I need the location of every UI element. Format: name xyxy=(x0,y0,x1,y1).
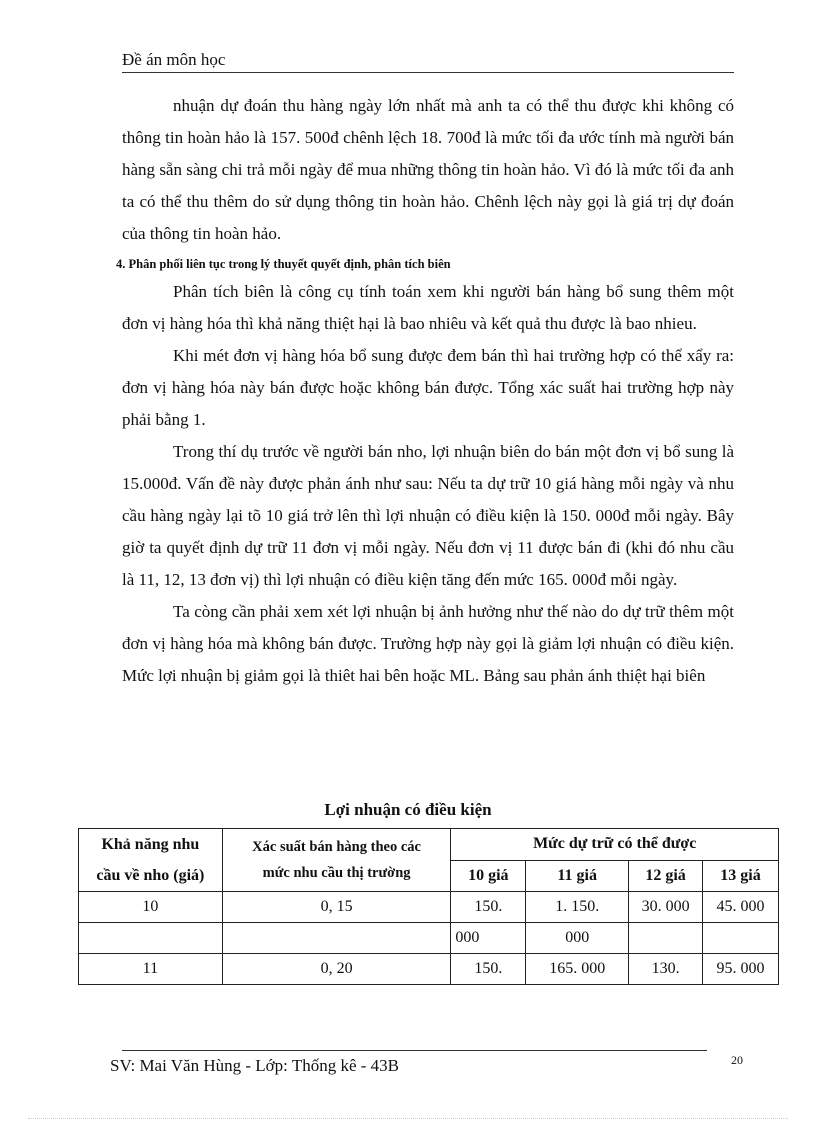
table-cell xyxy=(703,923,779,954)
page-number: 20 xyxy=(731,1053,743,1067)
table-cell: 10 xyxy=(79,892,223,923)
footer-rule xyxy=(122,1050,707,1051)
table-cell: 000 xyxy=(526,923,629,954)
paragraph: Trong thí dụ trước về người bán nho, lợi nhuận biên do bán một đơn vị bổ sung là 15.000đ. Vấn đề này được phản ánh như sau: Nếu ta dự trữ 10 giá hàng mỗi ngày và nhu cầu hàng ngày lại tõ 10 giá trở lên thì lợi nhuận có điều kiện là 150. 000đ mỗi ngày. Bây giờ ta quyết định dự trữ 11 đơn vị mỗi ngày. Nếu đơn vị 11 được bán đi (khi đó nhu cầu là 11, 12, 13 đơn vị) thì lợi nhuận có điều kiện tăng đến mức 165. 000đ mỗi ngày. xyxy=(122,442,734,589)
section-heading: 4. Phân phối liên tục trong lý thuyết quyết định, phân tích biên xyxy=(116,257,451,271)
table-cell: 45. 000 xyxy=(703,892,779,923)
table-cell xyxy=(222,923,451,954)
paragraph: Khi mét đơn vị hàng hóa bổ sung được đem bán thì hai trường hợp có thể xẩy ra: đơn vị hàng hóa này bán được hoặc không bán được. Tổng xác suất hai trường hợp này phải bằng 1. xyxy=(122,346,734,429)
table-cell: 95. 000 xyxy=(703,954,779,985)
table-cell xyxy=(79,923,223,954)
stock-12-header: 12 giá xyxy=(629,860,703,892)
conditional-profit-table xyxy=(78,828,779,985)
table-row xyxy=(79,923,779,954)
table-cell: 1. 150. xyxy=(526,892,629,923)
page-footer: SV: Mai Văn Hùng - Lớp: Thống kê - 43B xyxy=(110,1056,399,1075)
table-cell: 11 xyxy=(79,954,223,985)
document-body xyxy=(116,90,734,692)
stock-11-header: 11 giá xyxy=(526,860,629,892)
page-header: Đề án môn học xyxy=(122,50,226,69)
header-rule xyxy=(122,72,734,73)
table-cell: 000 xyxy=(451,923,526,954)
table-cell: 30. 000 xyxy=(629,892,703,923)
table-cell: 0, 15 xyxy=(222,892,451,923)
table-row xyxy=(79,954,779,985)
table-cell: 150. xyxy=(451,954,526,985)
stock-10-header: 10 giá xyxy=(451,860,526,892)
page-edge-divider xyxy=(28,1118,788,1119)
stock-13-header: 13 giá xyxy=(703,860,779,892)
table-row xyxy=(79,892,779,923)
table-cell: 0, 20 xyxy=(222,954,451,985)
paragraph: nhuận dự đoán thu hàng ngày lớn nhất mà anh ta có thể thu được khi không có thông tin hoàn hảo là 157. 500đ chênh lệch 18. 700đ là mức tối đa ước tính mà người bán hàng sẵn sàng chi trả mỗi ngày để mua những thông tin hoàn hảo. Vì đó là mức tối đa anh ta có thể thu thêm do sử dụng thông tin hoàn hảo. Chênh lệch này gọi là giá trị dự đoán của thông tin hoàn hảo. xyxy=(122,96,734,243)
table-cell: 130. xyxy=(629,954,703,985)
stock-level-header: Mức dự trữ có thể được xyxy=(451,829,779,861)
table-cell: 165. 000 xyxy=(526,954,629,985)
demand-header: Khả năng nhu cầu về nho (giá) xyxy=(79,829,223,892)
table-cell: 150. xyxy=(451,892,526,923)
table-cell xyxy=(629,923,703,954)
paragraph: Phân tích biên là công cụ tính toán xem khi người bán hàng bổ sung thêm một đơn vị hàng hóa thì khả năng thiệt hại là bao nhiêu và kết quả thu được là bao nhieu. xyxy=(122,282,734,333)
probability-header: Xác suất bán hàng theo các mức nhu cầu thị trường xyxy=(222,829,451,892)
table-title: Lợi nhuận có điều kiện xyxy=(324,800,492,819)
paragraph: Ta còng cần phải xem xét lợi nhuận bị ảnh hưởng như thế nào do dự trữ thêm một đơn vị hàng hóa mà không bán được. Trường hợp này gọi là giảm lợi nhuận có điều kiện. Mức lợi nhuận bị giảm gọi là thiêt hai bên hoặc ML. Bảng sau phản ánh thiệt hại biên xyxy=(122,602,734,685)
